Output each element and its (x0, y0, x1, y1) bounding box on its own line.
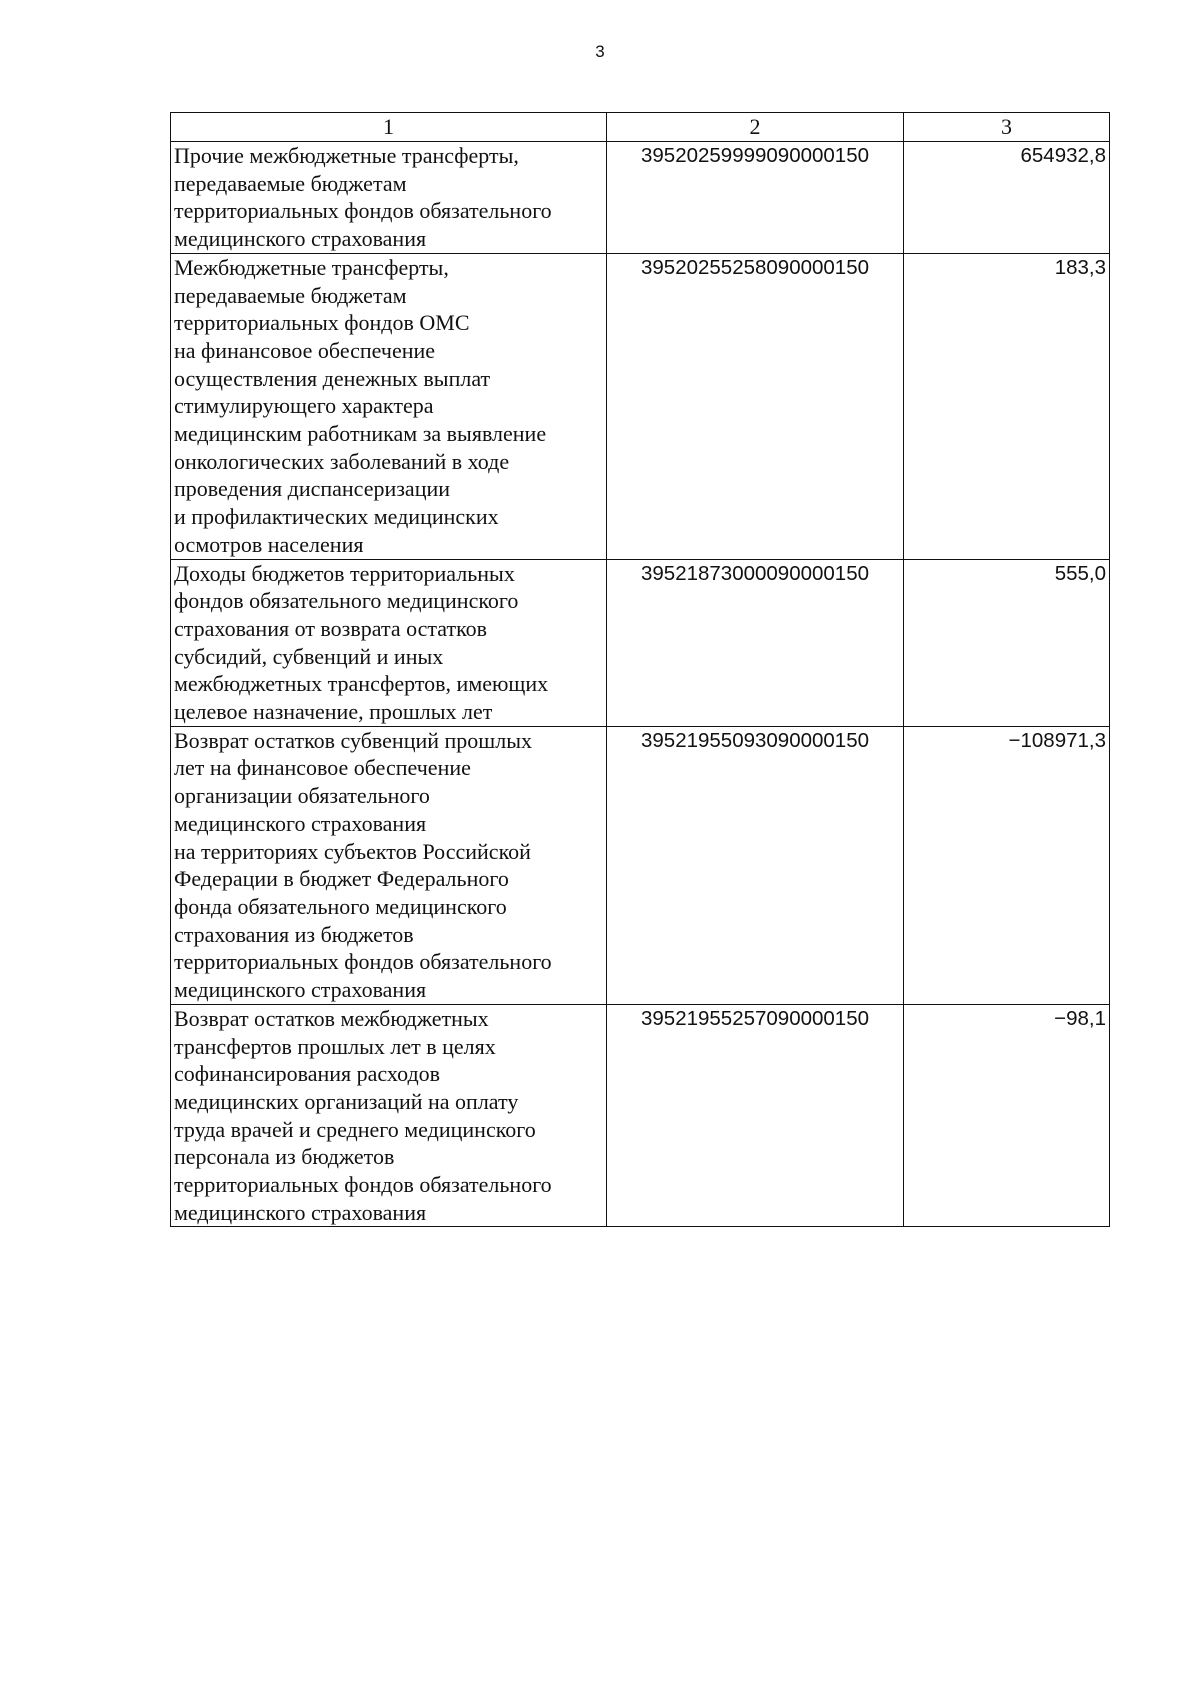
row-code: 39520259999090000150 (607, 142, 904, 254)
table-header-row (171, 113, 1110, 142)
row-description: Возврат остатков субвенций прошлых лет на финансовое обеспечение организации обязательного медицинского страхования на территориях субъектов Российской Федерации в бюджет Федерального фонда обязательного медицинского страхования из бюджетов территориальных фондов обязательного медицинского страхования (171, 726, 607, 1004)
column-header-2: 2 (607, 113, 904, 142)
row-amount: −98,1 (904, 1004, 1110, 1227)
table-row (171, 142, 1110, 254)
column-header-3: 3 (904, 113, 1110, 142)
row-code: 39521955257090000150 (607, 1004, 904, 1227)
row-amount: 654932,8 (904, 142, 1110, 254)
column-header-1: 1 (171, 113, 607, 142)
row-description: Доходы бюджетов территориальных фондов обязательного медицинского страхования от возврата остатков субсидий, субвенций и иных межбюджетных трансфертов, имеющих целевое назначение, прошлых лет (171, 559, 607, 726)
budget-table (170, 112, 1110, 1227)
row-description: Прочие межбюджетные трансферты, передаваемые бюджетам территориальных фондов обязательного медицинского страхования (171, 142, 607, 254)
table-row (171, 1004, 1110, 1227)
page-number: 3 (595, 42, 605, 61)
row-code: 39520255258090000150 (607, 253, 904, 559)
row-amount: −108971,3 (904, 726, 1110, 1004)
row-amount: 555,0 (904, 559, 1110, 726)
row-description: Межбюджетные трансферты, передаваемые бюджетам территориальных фондов ОМС на финансовое обеспечение осуществления денежных выплат стимулирующего характера медицинским работникам за выявление онкологических заболеваний в ходе проведения диспансеризации и профилактических медицинских осмотров населения (171, 253, 607, 559)
row-description: Возврат остатков межбюджетных трансфертов прошлых лет в целях софинансирования расходов медицинских организаций на оплату труда врачей и среднего медицинского персонала из бюджетов территориальных фондов обязательного медицинского страхования (171, 1004, 607, 1227)
row-amount: 183,3 (904, 253, 1110, 559)
row-code: 39521955093090000150 (607, 726, 904, 1004)
table-row (171, 253, 1110, 559)
table-row (171, 559, 1110, 726)
table-row (171, 726, 1110, 1004)
row-code: 39521873000090000150 (607, 559, 904, 726)
